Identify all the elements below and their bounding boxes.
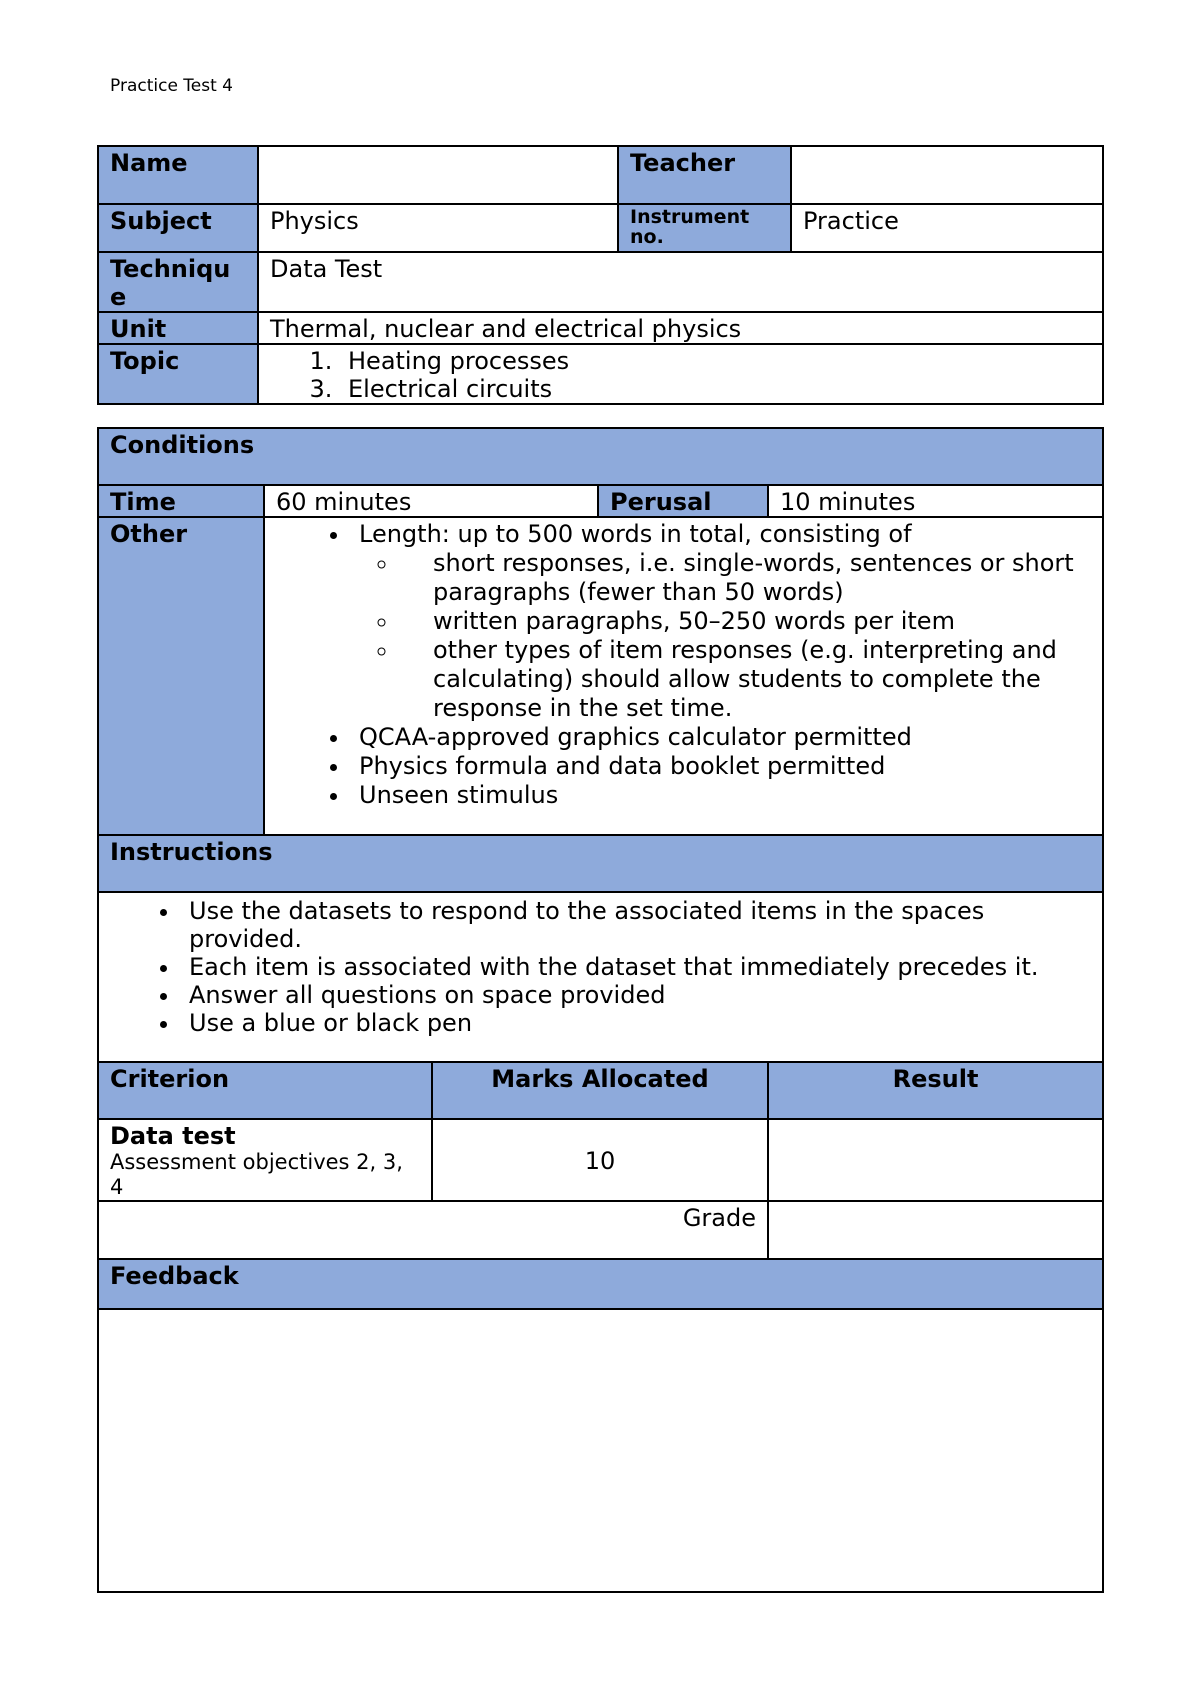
instructions-cell <box>98 892 1103 1062</box>
technique-label: Technique <box>98 252 258 312</box>
list-item <box>351 520 1091 723</box>
list-item: • Each item is associated with the dataset that immediately precedes it. <box>181 953 1091 981</box>
conditions-table <box>97 427 1104 1593</box>
unit-label: Unit <box>98 312 258 344</box>
subject-value: Physics <box>258 204 618 252</box>
topic-label: Topic <box>98 344 258 404</box>
conditions-heading: Conditions <box>98 428 1103 485</box>
other-conditions-list <box>265 520 1091 810</box>
time-label: Time <box>98 485 264 517</box>
list-item: ◦ short responses, i.e. single-words, sentences or short paragraphs (fewer than 50 words) <box>399 549 1091 607</box>
topic-list <box>270 347 1091 403</box>
list-item: ◦ other types of item responses (e.g. interpreting and calculating) should allow students to complete the response in the set time. <box>399 636 1091 723</box>
grade-field[interactable] <box>768 1201 1103 1259</box>
result-header: Result <box>768 1062 1103 1119</box>
instructions-list <box>99 897 1091 1037</box>
list-item: • QCAA-approved graphics calculator permitted <box>351 723 1091 752</box>
topic-text: Heating processes <box>348 347 570 375</box>
marks-value: 10 <box>432 1119 768 1201</box>
instrument-value: Practice <box>791 204 1103 252</box>
teacher-field[interactable] <box>791 146 1103 204</box>
list-item: • Answer all questions on space provided <box>181 981 1091 1009</box>
subject-label: Subject <box>98 204 258 252</box>
other-label: Other <box>98 517 264 835</box>
page-header-title: Practice Test 4 <box>110 76 234 96</box>
grade-label: Grade <box>98 1201 768 1259</box>
topic-item <box>340 375 1091 403</box>
marks-header: Marks Allocated <box>432 1062 768 1119</box>
teacher-label: Teacher <box>618 146 791 204</box>
technique-value: Data Test <box>258 252 1103 312</box>
time-value: 60 minutes <box>264 485 598 517</box>
perusal-value: 10 minutes <box>768 485 1103 517</box>
instructions-heading: Instructions <box>98 835 1103 892</box>
instrument-label: Instrument no. <box>618 204 791 252</box>
unit-value: Thermal, nuclear and electrical physics <box>258 312 1103 344</box>
info-table <box>97 145 1104 405</box>
other-length-text: Length: up to 500 words in total, consisting of <box>359 520 912 548</box>
topic-list-cell <box>258 344 1103 404</box>
feedback-field[interactable] <box>98 1309 1103 1592</box>
list-item: ◦ written paragraphs, 50–250 words per item <box>399 607 1091 636</box>
criterion-header: Criterion <box>98 1062 432 1119</box>
length-sub-list <box>359 549 1091 723</box>
list-item: • Physics formula and data booklet permitted <box>351 752 1091 781</box>
perusal-label: Perusal <box>598 485 768 517</box>
feedback-heading: Feedback <box>98 1259 1103 1309</box>
other-conditions-cell <box>264 517 1103 835</box>
list-item: • Unseen stimulus <box>351 781 1091 810</box>
name-field[interactable] <box>258 146 618 204</box>
criterion-title: Data test <box>110 1122 236 1150</box>
list-item: • Use a blue or black pen <box>181 1009 1091 1037</box>
topic-item <box>340 347 1091 375</box>
list-item: • Use the datasets to respond to the associated items in the spaces provided. <box>181 897 1091 953</box>
topic-text: Electrical circuits <box>348 375 553 403</box>
name-label: Name <box>98 146 258 204</box>
criterion-subtitle: Assessment objectives 2, 3, 4 <box>110 1150 403 1199</box>
criterion-cell <box>98 1119 432 1201</box>
result-field[interactable] <box>768 1119 1103 1201</box>
